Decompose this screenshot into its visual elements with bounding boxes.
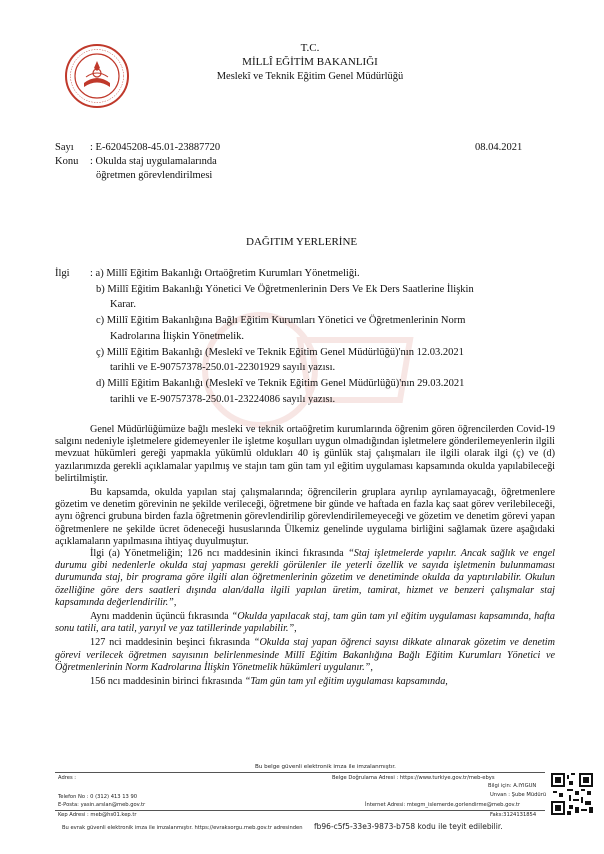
paragraph-6-quote: “Tam gün tam yıl eğitim uygulaması kapsamında, bbox=[244, 676, 448, 688]
footer-bilgi: Bilgi için: A.IYIGUN bbox=[488, 783, 537, 789]
konu-label: Konu bbox=[55, 156, 79, 167]
footer-dogrulama: Belge Doğrulama Adresi : https://www.turkiye.gov.tr/meb-ebys bbox=[332, 775, 495, 781]
konu-line2: öğretmen görevlendirilmesi bbox=[96, 170, 213, 181]
ilgi-b2: Karar. bbox=[110, 299, 136, 310]
qr-code-icon bbox=[551, 773, 593, 815]
ilgi-a: : a) Millî Eğitim Bakanlığı Ortaöğretim Kurumları Yönetmeliği. bbox=[90, 268, 360, 279]
paragraph-6-plain: 156 ncı maddesinin birinci fıkrasında bbox=[90, 676, 245, 688]
meb-seal-logo bbox=[64, 43, 130, 109]
paragraph-3-end: , bbox=[173, 596, 177, 608]
ilgi-d1: ç) Millî Eğitim Bakanlığı (Meslekî ve Teknik Eğitim Genel Müdürlüğü)'nın 12.03.2021 bbox=[96, 347, 464, 358]
footer-faks: Faks:3124131854 bbox=[490, 812, 537, 818]
paragraph-5 bbox=[55, 637, 555, 674]
ilgi-b1: b) Millî Eğitim Bakanlığı Yönetici Ve Öğretmenlerinin Ders Ve Ek Ders Saatlerine İlişkin bbox=[96, 284, 474, 295]
paragraph-3-quote: “Staj işletmelerde yapılır. Ancak sağlık ve engel durumu gibi nedenlerle okulda staj yapması gerekli görülenler ile yeterli özellik ve sayıda işletmenin bulunmaması durumunda staj, bir programa göre ilgili alan öğretmenlerinin gözetim ve denetiminde okulda da yaptırılabilir. Okulun özelliğine göre ders saatleri dışında alan/dalla ilgili yapılan üretim, tamirat, hizmet ve benzeri çalışmalar staj kapsamında değerlendirilir.” bbox=[55, 548, 556, 608]
document-date: 08.04.2021 bbox=[475, 142, 523, 153]
footer-divider-2 bbox=[55, 810, 545, 811]
footer-bottom-note: Bu evrak güvenli elektronik imza ile imzalanmıştır. https://evraksorgu.meb.gov.tr adresinden bbox=[62, 825, 303, 831]
footer-telefon: Telefon No : 0 (312) 413 13 90 bbox=[58, 794, 138, 800]
paragraph-4-quote: “Okulda yapılacak staj, tam gün tam yıl eğitim uygulaması kapsamında, hafta sonu tatili, ara tatil, yarıyıl ve yaz tatillerinde yapılabilir.” bbox=[55, 611, 556, 635]
paragraph-4 bbox=[55, 611, 555, 635]
paragraph-5-end: , bbox=[370, 661, 373, 673]
footer-divider bbox=[55, 772, 545, 773]
header-line1: T.C. bbox=[300, 42, 320, 54]
ilgi-label: İlgi bbox=[55, 268, 70, 279]
header-line2: MİLLÎ EĞİTİM BAKANLIĞI bbox=[242, 56, 378, 68]
paragraph-4-plain: Aynı maddenin üçüncü fıkrasında bbox=[90, 611, 232, 623]
konu-line1: : Okulda staj uygulamalarında bbox=[90, 156, 217, 167]
sayi-label: Sayı bbox=[55, 142, 74, 153]
footer-internet: İnternet Adresi: mtegm_islemerde.gorlendirme@meb.gov.tr bbox=[365, 802, 521, 808]
ilgi-e2: tarihli ve E-90757378-250.01-23224086 sayılı yazısı. bbox=[110, 394, 336, 405]
paragraph-2: Bu kapsamda, okulda yapılan staj çalışmalarında; öğrencilerin gruplara ayrılıp ayrılamayacağı, öğretmenlere gözetim ve denetim görevinin ne şekilde verileceği, öğretmene bir günde ve haftada en fazla kaç saat görev verilebileceği, aynı öğrenci grubuna birden fazla öğretmenin görevlendirilip görevlendirilemeyeceği ve gözetim ve denetim görevi yapan öğretmenlere ne şekilde ücret ödeneceği hususlarında Ülkemiz genelinde uygulama birliğini sağlamak üzere aşağıdaki açıklamaların yapılmasına ihtiyaç duyulmuştur. bbox=[55, 487, 555, 547]
distribution-title: DAĞITIM YERLERİNE bbox=[246, 236, 358, 248]
signature-notice: Bu belge güvenli elektronik imza ile imzalanmıştır. bbox=[255, 764, 396, 770]
paragraph-1: Genel Müdürlüğümüze bağlı mesleki ve teknik ortaöğretim kurumlarında öğrenim gören öğrencilerden Covid-19 salgını nedeniyle işletmelere gidemeyenler ile işletme koşulları uygun olmadığından işletmelere gönderilemeyenlerin ilgili mevzuat hükümleri gereği yapmakla yükümlü oldukları 40 iş günlük staj çalışmaları ile ilgili olarak ilgi (ç) ve (d) yazılarımızda gerekli açıklamalar yapılmış ve stajın tam gün tam yıl eğitim uygulaması kapsamında okulda yapılabileceği belirtilmiştir. bbox=[55, 424, 555, 484]
paragraph-3 bbox=[55, 548, 555, 609]
ilgi-e1: d) Millî Eğitim Bakanlığı (Meslekî ve Teknik Eğitim Genel Müdürlüğü)'nın 29.03.2021 bbox=[96, 378, 465, 389]
body-text bbox=[55, 424, 555, 688]
paragraph-5-quote: “Okulda staj yapan öğrenci sayısı dikkate alınarak gözetim ve denetim görevi verilecek öğretmen sayısının belirlenmesinde Millî Eğitim Bakanlığına Bağlı Eğitim Kurumları Yönetici ve Öğretmenlerinin Norm Kadrolarına İlişkin Yönetmelik hükümleri uygulanır.” bbox=[55, 637, 555, 673]
footer-unvan: Unvan : Şube Müdürü bbox=[490, 792, 547, 798]
footer-adres: Adres : bbox=[58, 775, 77, 781]
footer-kep: Kep Adresi : meb@hs01.kep.tr bbox=[58, 812, 137, 818]
paragraph-4-end: , bbox=[294, 623, 297, 635]
paragraph-3-plain: İlgi (a) Yönetmeliğin; 126 ncı maddesinin ikinci fıkrasında bbox=[90, 548, 349, 560]
sayi-value: : E-62045208-45.01-23887720 bbox=[90, 142, 221, 153]
ilgi-c1: c) Millî Eğitim Bakanlığına Bağlı Eğitim Kurumları Yönetici ve Öğretmenlerinin Norm bbox=[96, 315, 466, 326]
verification-code: fb96-c5f5-33e3-9873-b758 kodu ile teyit edilebilir. bbox=[314, 822, 503, 831]
footer-eposta: E-Posta: yasin.arslan@meb.gov.tr bbox=[58, 802, 146, 808]
paragraph-6 bbox=[55, 676, 555, 688]
header-line3: Meslekî ve Teknik Eğitim Genel Müdürlüğü bbox=[216, 71, 404, 82]
paragraph-5-plain: 127 nci maddesinin beşinci fıkrasında bbox=[90, 637, 254, 649]
ilgi-c2: Kadrolarına İlişkin Yönetmelik. bbox=[110, 331, 245, 342]
ilgi-d2: tarihli ve E-90757378-250.01-22301929 sayılı yazısı. bbox=[110, 362, 336, 373]
